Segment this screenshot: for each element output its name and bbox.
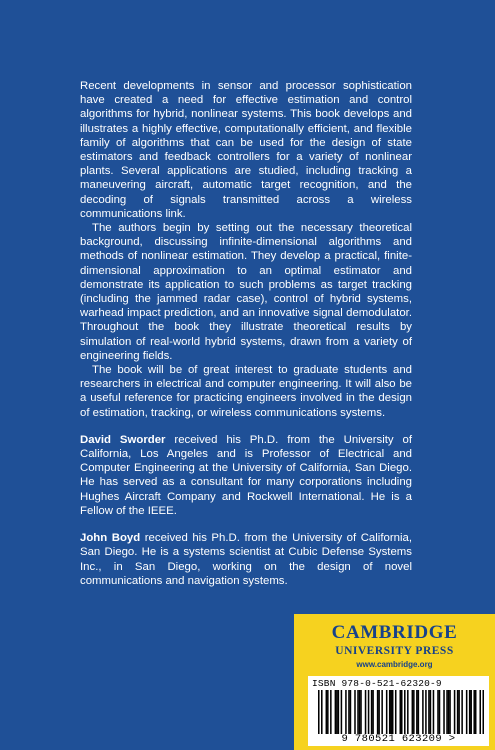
barcode-bar <box>378 690 380 734</box>
barcode-bar <box>425 690 427 734</box>
barcode-bar <box>401 690 403 734</box>
barcode-bar <box>341 690 343 734</box>
barcode-bar <box>433 690 435 734</box>
barcode-bar <box>454 690 456 734</box>
barcode-bar <box>330 690 332 734</box>
barcode-bar <box>418 690 420 734</box>
barcode-bar <box>359 690 361 734</box>
barcode-bar <box>350 690 352 734</box>
barcode-bar <box>348 690 350 734</box>
author-name-2: John Boyd <box>80 532 141 545</box>
barcode-bar <box>318 690 320 734</box>
publisher-subtitle: UNIVERSITY PRESS <box>335 645 454 657</box>
barcode-bar <box>360 690 362 734</box>
barcode-image <box>318 690 484 734</box>
author-bio-text-2: received his Ph.D. from the University of California, San Diego. He is a systems scientist at Cubic Defense Systems Inc., in San Diego, working on the design of novel communications and navigation systems. <box>80 532 412 587</box>
barcode-bar <box>389 690 391 734</box>
author-bio-1 <box>80 433 412 518</box>
barcode-bar <box>335 690 337 734</box>
barcode-bar <box>377 690 379 734</box>
barcode-bar <box>365 690 367 734</box>
barcode-bar <box>372 690 374 734</box>
barcode-bar <box>413 690 415 734</box>
barcode-bar <box>416 690 418 734</box>
description-paragraph-1: Recent developments in sensor and processor sophistication have created a need for effective estimation and control algorithms for hybrid, nonlinear systems. This book develops and illustrates a highly effective, computationally efficient, and flexible family of algorithms that can be used for the design of state estimators and feedback controllers for a variety of nonlinear plants. Several applications are studied, including tracking a maneuvering aircraft, automatic target recognition, and the decoding of signals transmitted across a wireless communications link. <box>80 80 412 220</box>
barcode-bar <box>439 690 441 734</box>
barcode-bar <box>399 690 401 734</box>
barcode-bar <box>461 690 463 734</box>
barcode-bar <box>345 690 347 734</box>
barcode-bar <box>466 690 468 734</box>
barcode-bar <box>386 690 388 734</box>
barcode-bar <box>469 690 471 734</box>
barcode-bar <box>392 690 394 734</box>
barcode-bar <box>327 690 329 734</box>
barcode-bar <box>449 690 451 734</box>
author-bio-2 <box>80 531 412 588</box>
barcode-bar <box>371 690 373 734</box>
barcode-bar <box>390 690 392 734</box>
barcode-bar <box>395 690 397 734</box>
barcode-bar <box>412 690 414 734</box>
barcode-bar <box>443 690 445 734</box>
barcode-bar <box>448 690 450 734</box>
barcode-bar <box>321 690 323 734</box>
barcode-bar <box>479 690 481 734</box>
barcode-bar <box>457 690 459 734</box>
barcode-bar <box>458 690 460 734</box>
barcode-bar <box>326 690 328 734</box>
barcode-panel <box>308 676 489 746</box>
barcode-bar <box>430 690 432 734</box>
barcode-bar <box>404 690 406 734</box>
description-paragraph-2: The authors begin by setting out the necessary theoretical background, discussing infinite-dimensional algorithms and methods of nonlinear estimation. They develop a practical, finite-dimensional approximation to an optimal estimator and demonstrate its application to such problems as target tracking (including the jammed radar case), control of hybrid systems, warhead impact prediction, and an innovative signal demodulator. Throughout the book they illustrate theoretical results by simulation of real-world hybrid systems, drawn from a variety of engineering fields. <box>80 222 412 362</box>
barcode-bar <box>422 690 424 734</box>
barcode-bar <box>473 690 475 734</box>
barcode-bar <box>407 690 409 734</box>
barcode-bar <box>437 690 439 734</box>
cover-blurb <box>80 79 412 588</box>
barcode-bar <box>475 690 477 734</box>
isbn-label: ISBN 978-0-521-62320-9 <box>312 678 442 689</box>
barcode-bar <box>381 690 383 734</box>
barcode-bar <box>446 690 448 734</box>
barcode-bar <box>338 690 340 734</box>
author-bio-text-1: received his Ph.D. from the University of California, Los Angeles and is Professor of Electrical and Computer Engineering at the University of California, San Diego. He has served as a consultant for many corporations including Hughes Aircraft Company and Rockwell International. He is a Fellow of the IEEE. <box>80 433 412 517</box>
author-name-1: David Sworder <box>80 433 166 446</box>
barcode-bar <box>470 690 472 734</box>
barcode-bar <box>354 690 356 734</box>
publisher-panel <box>294 614 495 750</box>
publisher-url: www.cambridge.org <box>356 660 433 669</box>
barcode-digits: 9 780521 623209 > <box>341 733 456 745</box>
barcode-bar <box>482 690 484 734</box>
barcode-bar <box>428 690 430 734</box>
publisher-name: CAMBRIDGE <box>331 622 458 643</box>
description-paragraph-3: The book will be of great interest to graduate students and researchers in electrical and computer engineering. It will also be a useful reference for practicing engineers involved in the design of estimation, tracking, or wireless communications systems. <box>80 364 412 419</box>
barcode-bar <box>336 690 338 734</box>
barcode-bar <box>357 690 359 734</box>
barcode-bar <box>368 690 370 734</box>
